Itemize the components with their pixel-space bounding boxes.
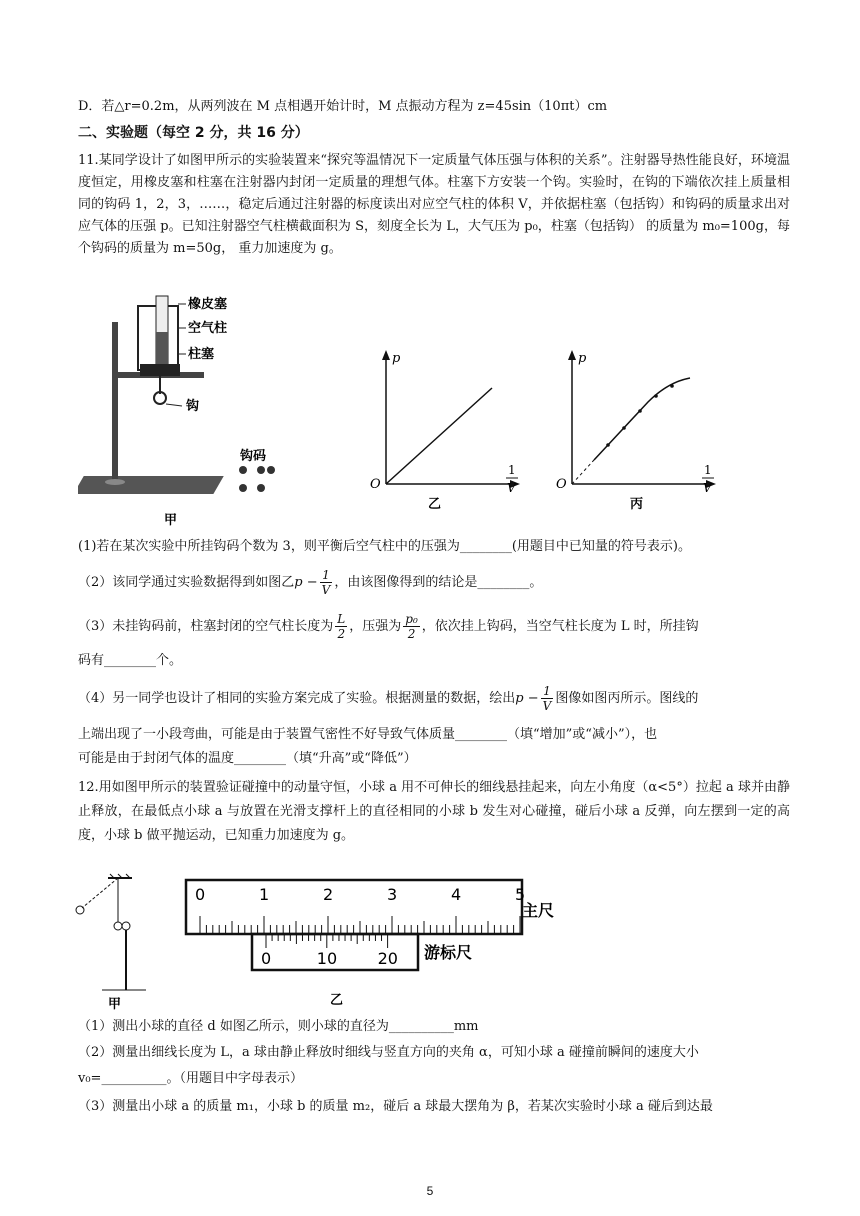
label-aircol: 空气柱 bbox=[188, 321, 228, 336]
label-rubber: 橡皮塞 bbox=[188, 297, 228, 312]
ball-b bbox=[122, 922, 130, 930]
label-hook: 钩 bbox=[186, 399, 200, 414]
vernier-label: 游标尺 bbox=[424, 943, 473, 962]
q12-stem: 12.用如图甲所示的装置验证碰撞中的动量守恒，小球 a 用不可伸长的细线悬挂起来，向左小角度（α<5°）拉起 a 球并由静止释放，在最低点小球 a 与放置在光滑支撑杆上的直径相同的小球 b 发生对心碰撞，碰后小球 a 反弹，向左摆到一定的高度，小球 b 做平抛运动，已知重力加速度为 g。 bbox=[78, 780, 790, 843]
q11-s3: （3）未挂钩码前，柱塞封闭的空气柱长度为 $\frac{L}{2}$ ，压强为 $\frac{\text{p₀}}{2}$ ，依次挂上钩码，当空气柱长度为 L 时，所挂钩 bbox=[78, 612, 699, 641]
q11-s4: （4）另一同学也设计了相同的实验方案完成了实验。根据测量的数据，绘出p − $\frac{1}{V}$ 图像如图丙所示。图线的 bbox=[78, 684, 699, 713]
svg-text:乙: 乙 bbox=[330, 993, 344, 1008]
svg-text:甲: 甲 bbox=[108, 997, 122, 1012]
stand-rod bbox=[112, 322, 118, 482]
axis-p: p bbox=[392, 351, 401, 366]
line-yi bbox=[386, 388, 492, 484]
q12-s1: （1）测出小球的直径 d 如图乙所示，则小球的直径为__________mm bbox=[78, 1019, 479, 1034]
graph-yi bbox=[362, 346, 532, 516]
pendulum-figure bbox=[72, 872, 152, 1012]
q12-s2: （2）测量出细线长度为 L，a 球由静止释放时细线与竖直方向的夹角 α，可知小球 a 碰撞前瞬间的速度大小 bbox=[78, 1045, 699, 1060]
svg-text:p: p bbox=[578, 351, 587, 366]
section-heading: 二、实验题（每空 2 分，共 16 分） bbox=[78, 125, 309, 141]
ball-a bbox=[114, 922, 122, 930]
label-weights: 钩码 bbox=[240, 449, 267, 464]
svg-text:V: V bbox=[703, 481, 712, 495]
plunger bbox=[140, 364, 180, 376]
svg-text:1: 1 bbox=[704, 463, 712, 477]
ball-a-start bbox=[76, 906, 84, 914]
svg-text:O: O bbox=[556, 477, 567, 492]
label-bing: 丙 bbox=[630, 497, 644, 512]
vernier-tick-label: 0 bbox=[261, 949, 272, 968]
main-tick-label: 1 bbox=[259, 885, 270, 904]
svg-text:V: V bbox=[507, 481, 516, 495]
main-tick-label: 5 bbox=[515, 885, 526, 904]
main-tick-label: 2 bbox=[323, 885, 334, 904]
main-tick-label: 3 bbox=[387, 885, 398, 904]
q11-s4-cont1: 上端出现了一小段弯曲，可能是由于装置气密性不好导致气体质量________（填“增加”或“减小”），也 bbox=[78, 727, 658, 742]
graph-bing bbox=[548, 346, 728, 516]
air-column bbox=[156, 332, 168, 364]
q12-s3: （3）测量出小球 a 的质量 m₁，小球 b 的质量 m₂，碰后 a 球最大摆角为 β，若某次实验时小球 a 碰后到达最 bbox=[78, 1099, 713, 1114]
label-yi: 乙 bbox=[428, 497, 442, 512]
weights-icon bbox=[239, 466, 275, 492]
axis-o: O bbox=[370, 477, 381, 492]
vernier-tick-label: 10 bbox=[316, 949, 338, 968]
label-jia: 甲 bbox=[164, 513, 178, 528]
vernier-caliper bbox=[180, 872, 560, 1012]
svg-text:1: 1 bbox=[508, 463, 516, 477]
page-number: 5 bbox=[426, 1184, 434, 1198]
q11-s4-cont2: 可能是由于封闭气体的温度________（填“升高”或“降低”） bbox=[78, 751, 417, 766]
vernier-tick-label: 20 bbox=[377, 949, 398, 968]
q11-s2: （2）该同学通过实验数据得到如图乙p − $\frac{1}{V}$ ，由该图像得到的结论是________。 bbox=[78, 568, 543, 597]
q11-s3-cont: 码有________个。 bbox=[78, 653, 183, 668]
base-plate bbox=[78, 476, 224, 494]
q12-s2-cont: v₀=__________。（用题目中字母表示） bbox=[78, 1071, 303, 1086]
q11-s1: (1)若在某次实验中所挂钩码个数为 3，则平衡后空气柱中的压强为________(用题目中已知量的符号表示)。 bbox=[78, 539, 691, 554]
apparatus-figure bbox=[78, 292, 278, 532]
option-d: D．若△r=0.2m，从两列波在 M 点相遇开始计时，M 点振动方程为 z=45sin（10πt）cm bbox=[78, 99, 608, 114]
main-tick-label: 4 bbox=[451, 885, 462, 904]
q11-stem: 11.某同学设计了如图甲所示的实验装置来“探究等温情况下一定质量气体压强与体积的关系”。注射器导热性能良好，环境温度恒定，用橡皮塞和柱塞在注射器内封闭一定质量的理想气体。柱塞下方安装一个钩。实验时，在钩的下端依次挂上质量相同的钩码 1，2，3，……，稳定后通过注射器的标度读出对应空气柱的体积 V，并依据柱塞（包括钩）和钩码的质量求出对应气体的压强 p。已知注射器空气柱横截面积为 S，刻度全长为 L，大气压为 p₀，柱塞（包括钩） 的质量为 m₀=100g，每个钩码的质量为 m=50g， 重力加速度为 g。 bbox=[78, 153, 790, 256]
curve-bing bbox=[594, 378, 690, 460]
label-plunger: 柱塞 bbox=[188, 347, 215, 362]
main-scale-label: 主尺 bbox=[522, 901, 555, 920]
main-tick-label: 0 bbox=[195, 885, 206, 904]
